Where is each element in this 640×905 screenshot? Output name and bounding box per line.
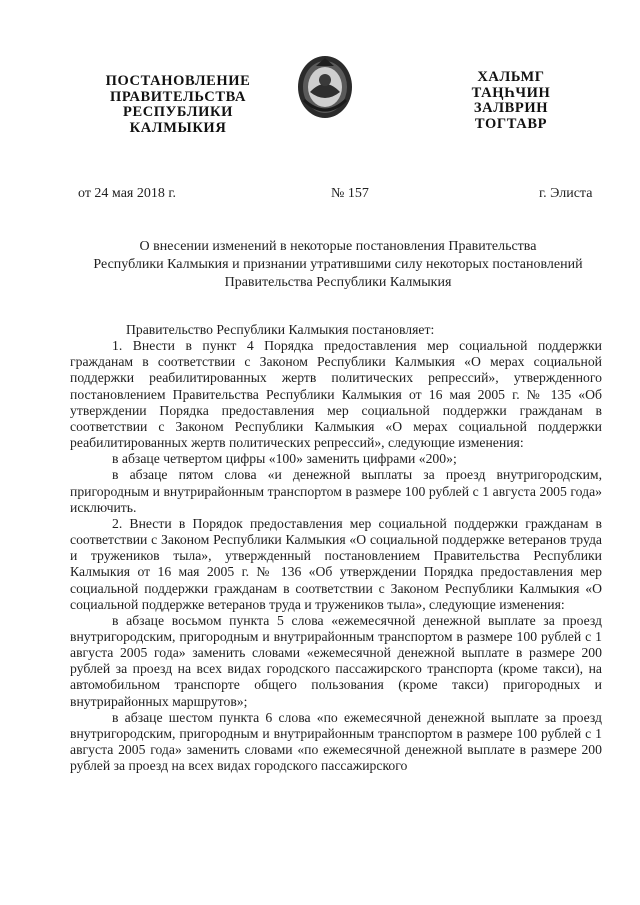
document-title [64, 238, 612, 292]
body-paragraph: Правительство Республики Калмыкия постановляет: [126, 322, 435, 337]
header-left-line: КАЛМЫКИЯ [129, 119, 227, 136]
document-number: № 157 [331, 186, 369, 201]
body-paragraph: 2. Внести в Порядок предоставления мер социальной поддержки гражданам в соответствии с Законом Республики Калмыкия «О социальной поддержке ветеранов труда и тружеников тыла», утвержденный постановлением Правительства Республики Калмыкия от 16 мая 2005 г. № 136 «Об утверждении Порядка предоставления мер социальной поддержки гражданам в соответствии с Законом Республики Калмыкия «О социальной поддержке ветеранов труда и тружеников тыла», следующие изменения: [70, 515, 602, 612]
header-right-title [452, 70, 570, 132]
title-line: Республики Калмыкия и признании утратившими силу некоторых постановлений [93, 257, 583, 272]
document-body [70, 322, 602, 774]
coat-of-arms-emblem [296, 54, 354, 120]
header-right-line: ЗАЛВРИН [473, 100, 549, 116]
header-right-line: ТАҢҺЧИН [471, 84, 551, 101]
header-right-line: ТОГТАВР [474, 115, 548, 132]
body-paragraph: в абзаце шестом пункта 6 слова «по ежемесячной денежной выплате за проезд внутригородским, пригородным и внутрирайонным транспортом в размере 100 рублей с 1 августа 2005 года» заменить словами «по ежемесячной денежной выплате в размере 200 рублей за проезд на всех видах городского пассажирского [70, 709, 602, 774]
body-paragraph: в абзаце восьмом пункта 5 слова «ежемесячной денежной выплате за проезд внутригородским, пригородным и внутрирайонным транспортом в размере 100 рублей с 1 августа 2005 года» заменить словами «ежемесячной денежной выплате в размере 200 рублей за проезд на всех видах городского пассажирского транспорта (кроме такси), на автомобильном транспорте общего пользования (кроме такси) пригородных и внутрирайонных маршрутов»; [70, 612, 602, 709]
header-left-line: РЕСПУБЛИКИ [122, 104, 234, 120]
body-paragraph: в абзаце четвертом цифры «100» заменить цифрами «200»; [112, 451, 457, 467]
body-paragraph: 1. Внести в пункт 4 Порядка предоставления мер социальной поддержки гражданам в соответствии с Законом Республики Калмыкия «О мерах социальной поддержки реабилитированных жертв политических репрессий», утвержденного постановлением Правительства Республики Калмыкия от 16 мая 2005 г. № 135 «Об утверждении Порядка предоставления мер социальной поддержки гражданам в соответствии с Законом Республики Калмыкия «О мерах социальной поддержки реабилитированных жертв политических репрессий», следующие изменения: [70, 338, 602, 451]
header-left-title [78, 74, 278, 136]
header-right-line: ХАЛЬМГ [477, 69, 545, 85]
header-left-line: ПОСТАНОВЛЕНИЕ [105, 73, 251, 89]
title-line: О внесении изменений в некоторые постановления Правительства [139, 239, 537, 254]
document-date: от 24 мая 2018 г. [78, 186, 177, 201]
header-left-line: ПРАВИТЕЛЬСТВА [109, 88, 247, 105]
title-line: Правительства Республики Калмыкия [224, 275, 452, 290]
document-city: г. Элиста [539, 186, 593, 201]
body-paragraph: в абзаце пятом слова «и денежной выплаты за проезд внутригородским, пригородным и внутрирайонным транспортом в размере 100 рублей с 1 августа 2005 года» исключить. [70, 467, 602, 515]
